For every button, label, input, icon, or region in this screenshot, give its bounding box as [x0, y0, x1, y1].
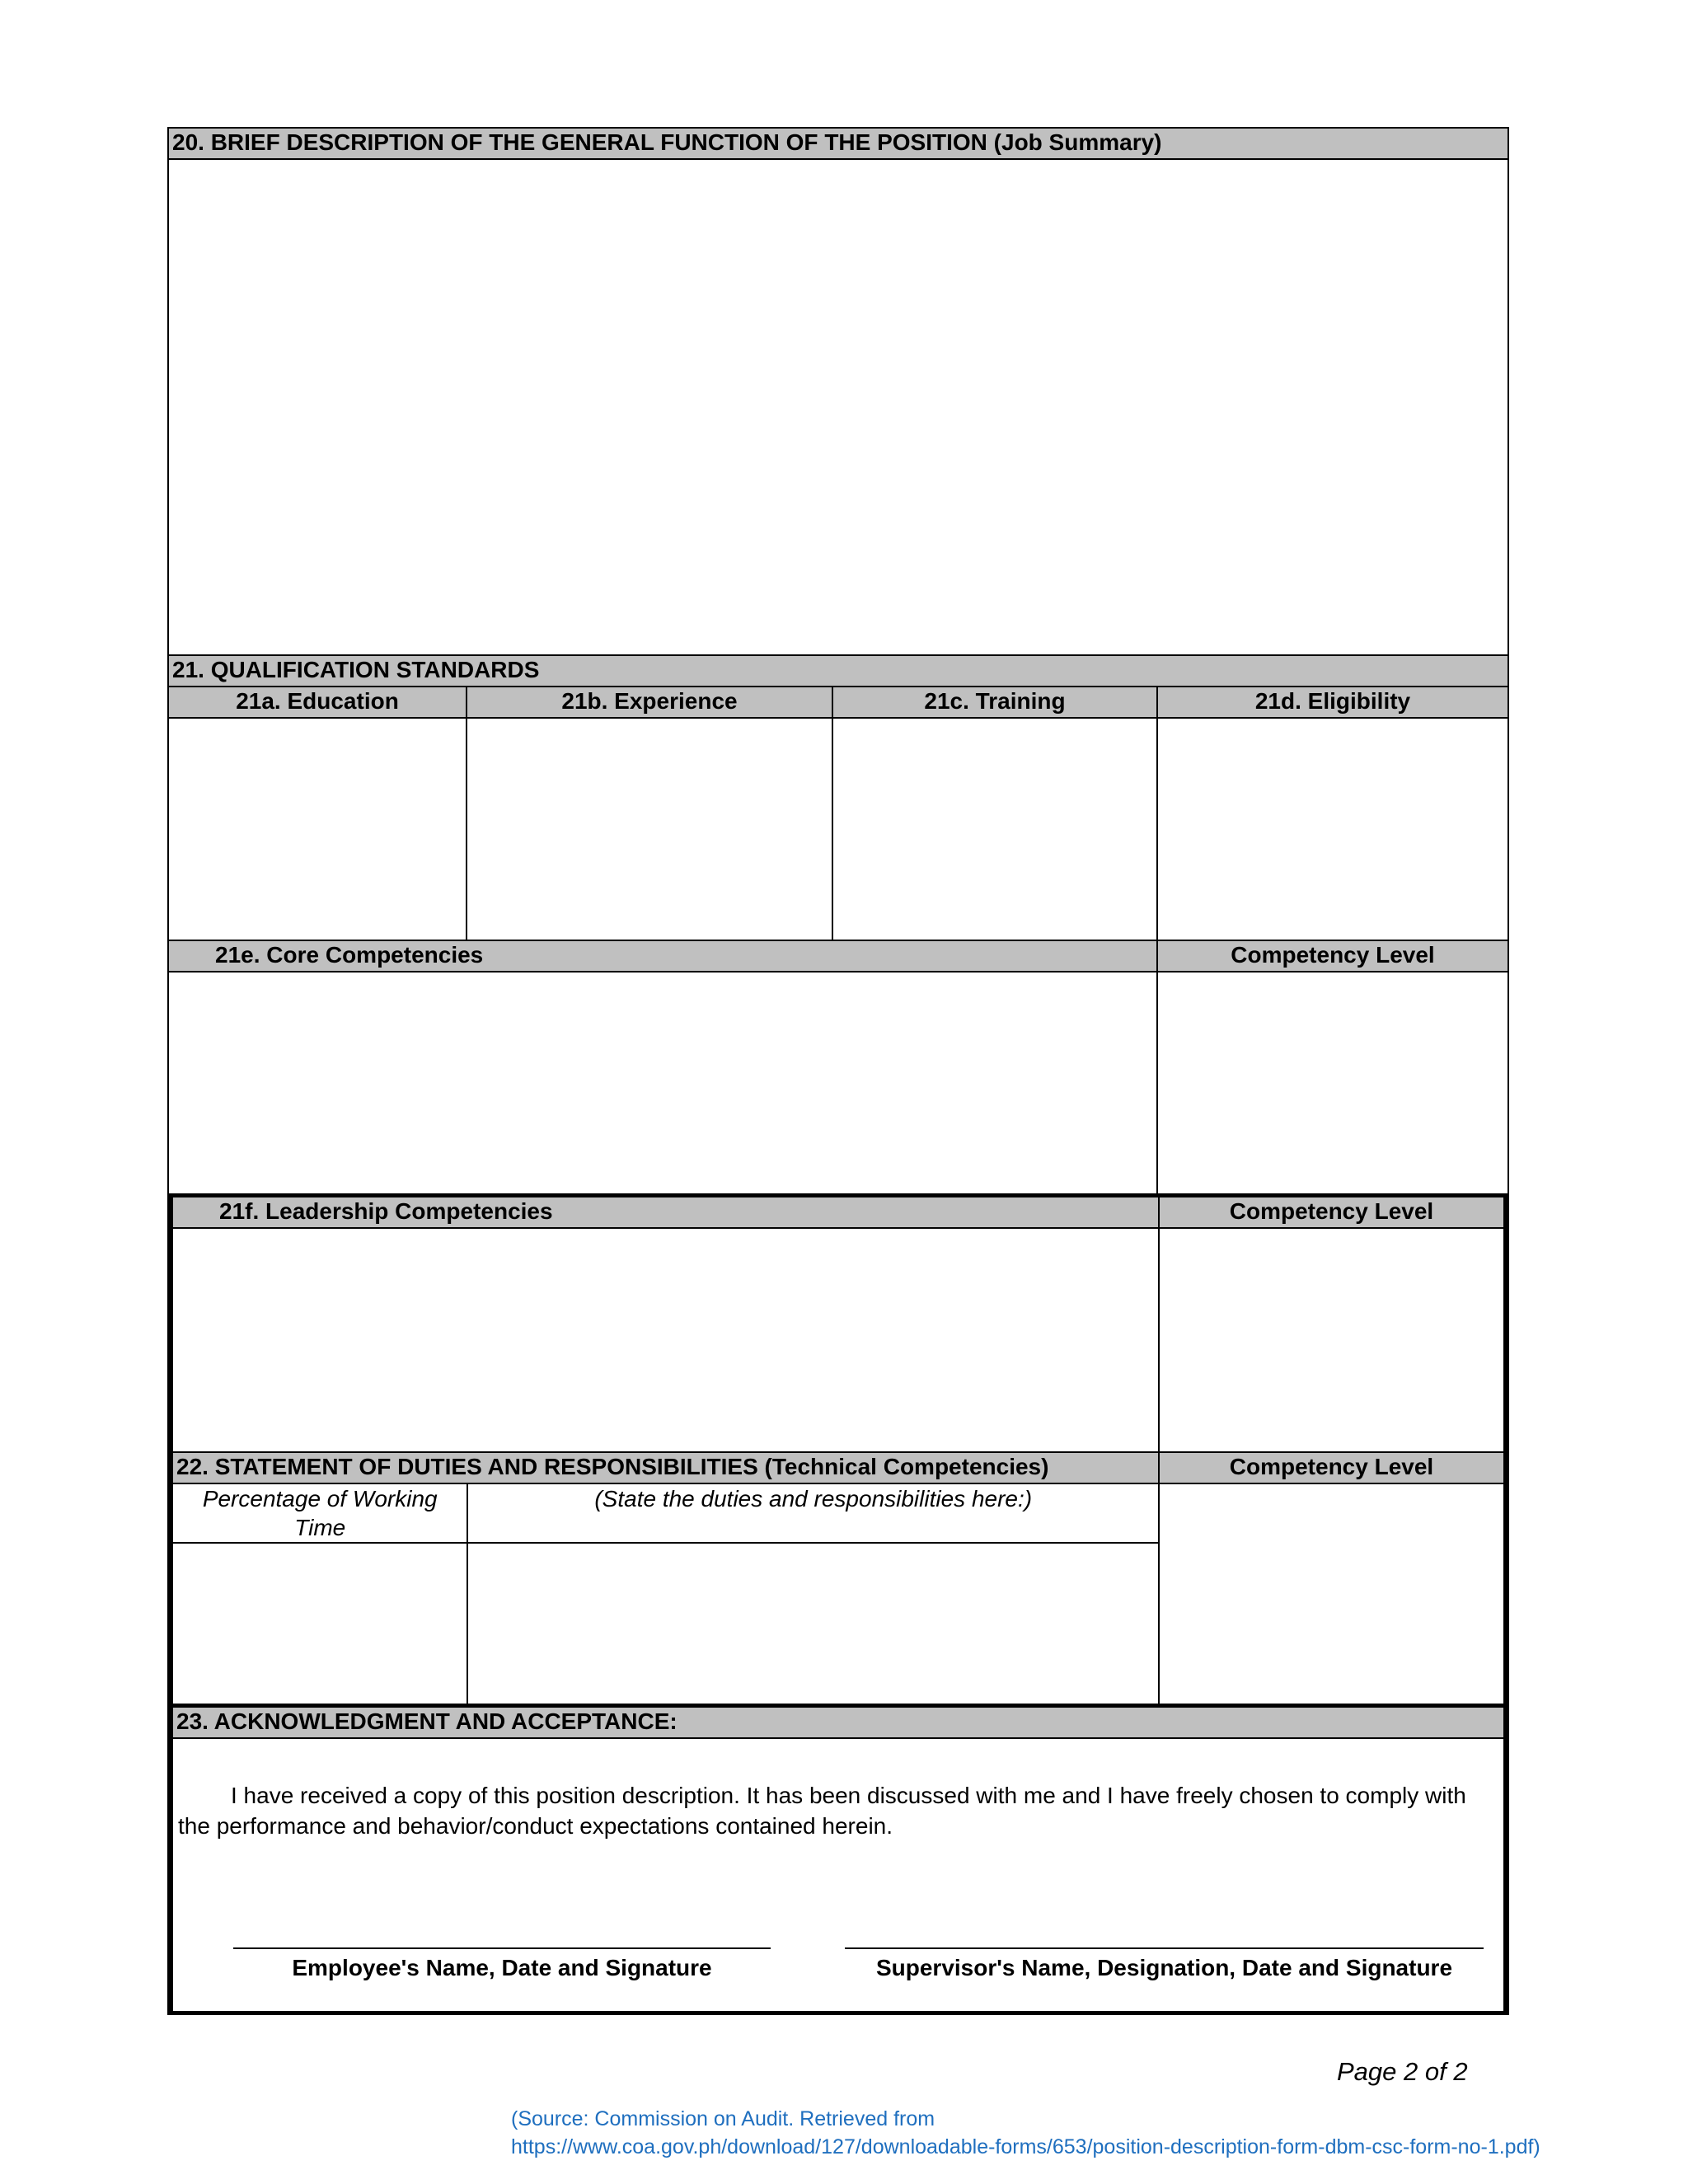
supervisor-signature-label: Supervisor's Name, Designation, Date and Signature — [875, 1955, 1453, 1980]
job-summary-row — [169, 158, 1507, 654]
supervisor-signature-line[interactable] — [845, 1947, 1484, 1949]
duties-competency-level-header: Competency Level — [1158, 1453, 1503, 1483]
training-field[interactable] — [832, 719, 1156, 940]
section-20-header: 20. BRIEF DESCRIPTION OF THE GENERAL FUNCTION OF THE POSITION (Job Summary) — [169, 129, 1507, 158]
section-22-header: 22. STATEMENT OF DUTIES AND RESPONSIBILITIES (Technical Competencies) — [173, 1453, 1158, 1483]
leadership-fields-row — [173, 1227, 1503, 1451]
qualification-columns-row — [169, 686, 1507, 717]
leadership-competency-level-header: Competency Level — [1158, 1197, 1503, 1227]
section-20-header-row — [169, 127, 1507, 158]
acknowledgment-statement: I have received a copy of this position description. It has been discussed with me and I have freely chosen to comply with the performance and behavior/conduct expectations contained herein. — [178, 1783, 1466, 1839]
leadership-competency-level-field[interactable] — [1158, 1229, 1503, 1451]
training-header: 21c. Training — [832, 687, 1156, 717]
leadership-competencies-field[interactable] — [173, 1229, 1158, 1451]
eligibility-header: 21d. Eligibility — [1156, 687, 1507, 717]
duties-left-area — [173, 1484, 1158, 1704]
duties-subheader-row — [173, 1484, 1158, 1544]
section-21-header: 21. QUALIFICATION STANDARDS — [169, 656, 1507, 686]
education-header: 21a. Education — [169, 687, 466, 717]
position-description-form — [167, 127, 1509, 2015]
duties-field[interactable] — [467, 1544, 1158, 1704]
core-competencies-header-row — [169, 940, 1507, 971]
eligibility-field[interactable] — [1156, 719, 1507, 940]
core-competencies-field[interactable] — [169, 972, 1156, 1193]
source-line-2[interactable]: https://www.coa.gov.ph/download/127/downloadable-forms/653/position-description-form-dbm-csc-form-no-1.pdf) — [511, 2135, 1540, 2158]
section-23-header-row — [173, 1704, 1503, 1737]
percentage-working-time-field[interactable] — [173, 1544, 467, 1704]
job-summary-field[interactable] — [169, 160, 1507, 654]
page-number: Page 2 of 2 — [1337, 2057, 1468, 2086]
qualification-fields-row — [169, 717, 1507, 940]
section-23-header: 23. ACKNOWLEDGMENT AND ACCEPTANCE: — [173, 1708, 1503, 1737]
education-field[interactable] — [169, 719, 466, 940]
duties-body-row — [173, 1483, 1503, 1704]
experience-header: 21b. Experience — [466, 687, 832, 717]
section-22-header-row — [173, 1451, 1503, 1483]
core-competencies-header: 21e. Core Competencies — [169, 941, 1156, 971]
section-21-header-row — [169, 654, 1507, 686]
source-citation — [511, 2105, 1540, 2161]
leadership-duties-block — [169, 1193, 1507, 2015]
core-competencies-fields-row — [169, 971, 1507, 1193]
duties-instruction-label: (State the duties and responsibilities here:) — [467, 1484, 1158, 1542]
experience-field[interactable] — [466, 719, 832, 940]
core-competency-level-header: Competency Level — [1156, 941, 1507, 971]
employee-signature-line[interactable] — [233, 1947, 771, 1949]
acknowledgment-body — [173, 1737, 1503, 2015]
leadership-competencies-header: 21f. Leadership Competencies — [173, 1197, 1158, 1227]
leadership-header-row — [173, 1193, 1503, 1227]
percentage-working-time-label: Percentage of Working Time — [202, 1486, 438, 1540]
duties-competency-level-field[interactable] — [1158, 1484, 1503, 1704]
source-line-1: (Source: Commission on Audit. Retrieved from — [511, 2107, 935, 2130]
employee-signature-label: Employee's Name, Date and Signature — [292, 1955, 712, 1980]
duties-fields-row — [173, 1544, 1158, 1704]
core-competency-level-field[interactable] — [1156, 972, 1507, 1193]
